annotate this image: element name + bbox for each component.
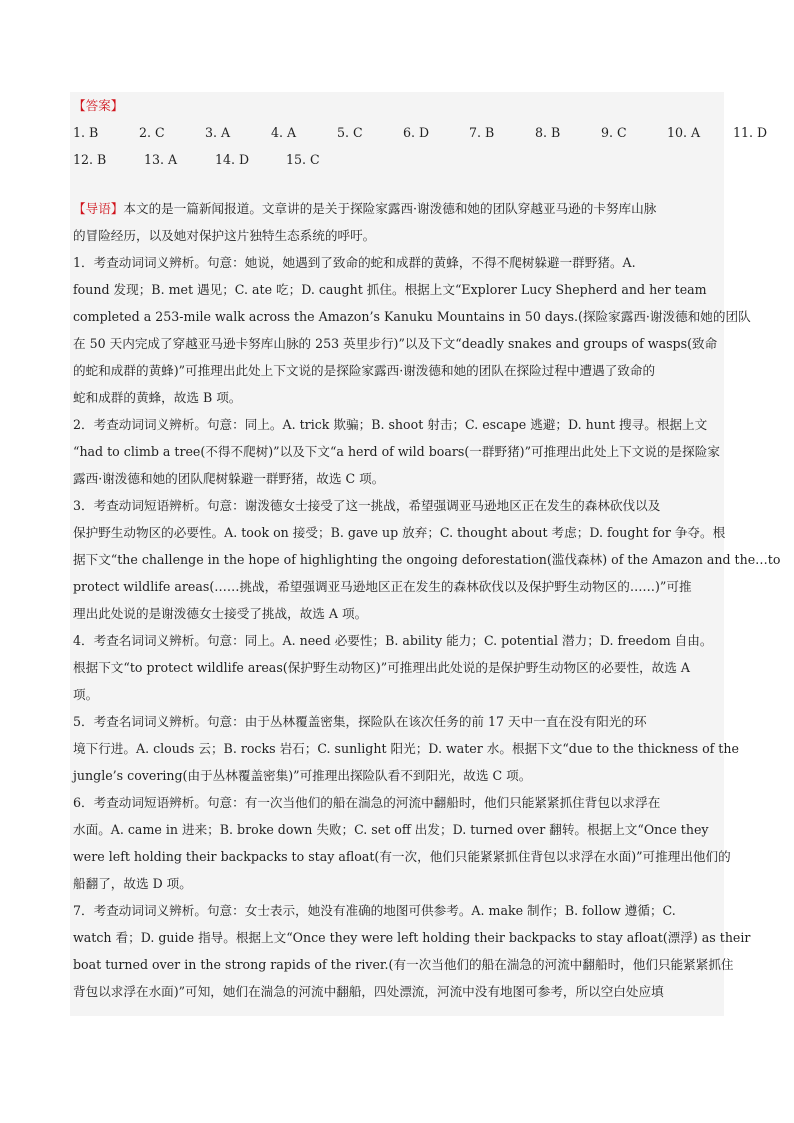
text-line: “had to climb a tree(不得不爬树)”以及下文“a herd of wild boars(一群野猪)”可推理出此处上下文说的是探险家 xyxy=(73,444,720,459)
answer-item: 15. C xyxy=(286,152,320,167)
text-line: 的冒险经历，以及她对保护这片独特生态系统的呼吁。 xyxy=(73,228,376,243)
text-line: 7．考查动词词义辨析。句意：女士表示，她没有准确的地图可供参考。A. make 制作；B. follow 遵循；C. xyxy=(73,903,676,918)
text-line: 蛇和成群的黄蜂，故选 B 项。 xyxy=(73,390,242,405)
answer-item: 9. C xyxy=(601,125,627,140)
text-line: boat turned over in the strong rapids of the river.(有一次当他们的船在湍急的河流中翻船时，他们只能紧紧抓住 xyxy=(73,957,734,972)
text-line: found 发现；B. met 遇见；C. ate 吃；D. caught 抓住。根据上文“Explorer Lucy Shepherd and her team xyxy=(73,282,707,297)
text-line: 背包以求浮在水面)”可知，她们在湍急的河流中翻船，四处漂流，河流中没有地图可参考，所以空白处应填 xyxy=(73,984,664,999)
answer-item: 11. D xyxy=(733,125,768,140)
text-line: 船翻了，故选 D 项。 xyxy=(73,876,192,891)
text-line: 在 50 天内完成了穿越亚马逊卡努库山脉的 253 英里步行)”以及下文“deadly snakes and groups of wasps(致命 xyxy=(73,336,718,351)
guide-label: 【导语】 xyxy=(73,201,124,216)
guide-paragraph-line xyxy=(73,195,723,222)
text-line: 5．考查名词词义辨析。句意：由于丛林覆盖密集，探险队在该次任务的前 17 天中一直在没有阳光的环 xyxy=(73,714,647,729)
answer-item: 6. D xyxy=(403,125,430,140)
answer-item: 3. A xyxy=(205,125,231,140)
answer-item: 13. A xyxy=(144,152,178,167)
answer-item: 7. B xyxy=(469,125,495,140)
answer-item: 1. B xyxy=(73,125,99,140)
text-line: 6．考查动词短语辨析。句意：有一次当他们的船在湍急的河流中翻船时，他们只能紧紧抓住背包以求浮在 xyxy=(73,795,661,810)
answer-heading: 【答案】 xyxy=(73,98,124,113)
text-line: 根据下文“to protect wildlife areas(保护野生动物区)”可推理出此处说的是保护野生动物区的必要性，故选 A xyxy=(73,660,690,675)
answer-item: 14. D xyxy=(215,152,250,167)
guide-text: 本文的是一篇新闻报道。文章讲的是关于探险家露西·谢泼德和她的团队穿越亚马逊的卡努库山脉 xyxy=(123,201,657,216)
text-line: 理出此处说的是谢泼德女士接受了挑战，故选 A 项。 xyxy=(73,606,368,621)
text-line: were left holding their backpacks to stay afloat(有一次，他们只能紧紧抓住背包以求浮在水面)”可推理出他们的 xyxy=(73,849,731,864)
text-line: jungle’s covering(由于丛林覆盖密集)”可推理出探险队看不到阳光，故选 C 项。 xyxy=(73,768,532,783)
text-line: completed a 253-mile walk across the Amazon’s Kanuku Mountains in 50 days.(探险家露西·谢泼德和她的团队 xyxy=(73,309,751,324)
answer-explanation-page xyxy=(70,92,781,1016)
answer-item: 2. C xyxy=(139,125,165,140)
text-line: 项。 xyxy=(73,687,99,702)
answer-item: 12. B xyxy=(73,152,107,167)
text-line: 4．考查名词词义辨析。句意：同上。A. need 必要性；B. ability 能力；C. potential 潜力；D. freedom 自由。 xyxy=(73,633,713,648)
text-line: 境下行进。A. clouds 云；B. rocks 岩石；C. sunlight 阳光；D. water 水。根据下文“due to the thickness of the xyxy=(73,741,739,756)
text-line: 2．考查动词词义辨析。句意：同上。A. trick 欺骗；B. shoot 射击；C. escape 逃避；D. hunt 搜寻。根据上文 xyxy=(73,417,708,432)
answer-item: 10. A xyxy=(667,125,701,140)
text-line: 据下文“the challenge in the hope of highlighting the ongoing deforestation(滥伐森林) of the Amazon and the…to xyxy=(73,552,781,567)
text-line: 1．考查动词词义辨析。句意：她说，她遇到了致命的蛇和成群的黄蜂，不得不爬树躲避一群野猪。A. xyxy=(73,255,636,270)
text-line: 露西·谢泼德和她的团队爬树躲避一群野猪，故选 C 项。 xyxy=(73,471,385,486)
text-line: 的蛇和成群的黄蜂)”可推理出此处上下文说的是探险家露西·谢泼德和她的团队在探险过程中遭遇了致命的 xyxy=(73,363,656,378)
answer-item: 8. B xyxy=(535,125,561,140)
text-line: 3．考查动词短语辨析。句意：谢泼德女士接受了这一挑战，希望强调亚马逊地区正在发生的森林砍伐以及 xyxy=(73,498,661,513)
text-line: protect wildlife areas(……挑战，希望强调亚马逊地区正在发生的森林砍伐以及保护野生动物区的……)”可推 xyxy=(73,579,692,594)
text-line: watch 看；D. guide 指导。根据上文“Once they were left holding their backpacks to stay afloat(漂浮) as their xyxy=(73,930,751,945)
answers-row-2 xyxy=(73,146,723,173)
answers-row-1 xyxy=(73,119,768,146)
answer-item: 4. A xyxy=(271,125,297,140)
answer-item: 5. C xyxy=(337,125,363,140)
text-line: 水面。A. came in 进来；B. broke down 失败；C. set off 出发；D. turned over 翻转。根据上文“Once they xyxy=(73,822,709,837)
text-line: 保护野生动物区的必要性。A. took on 接受；B. gave up 放弃；C. thought about 考虑；D. fought for 争夺。根 xyxy=(73,525,726,540)
